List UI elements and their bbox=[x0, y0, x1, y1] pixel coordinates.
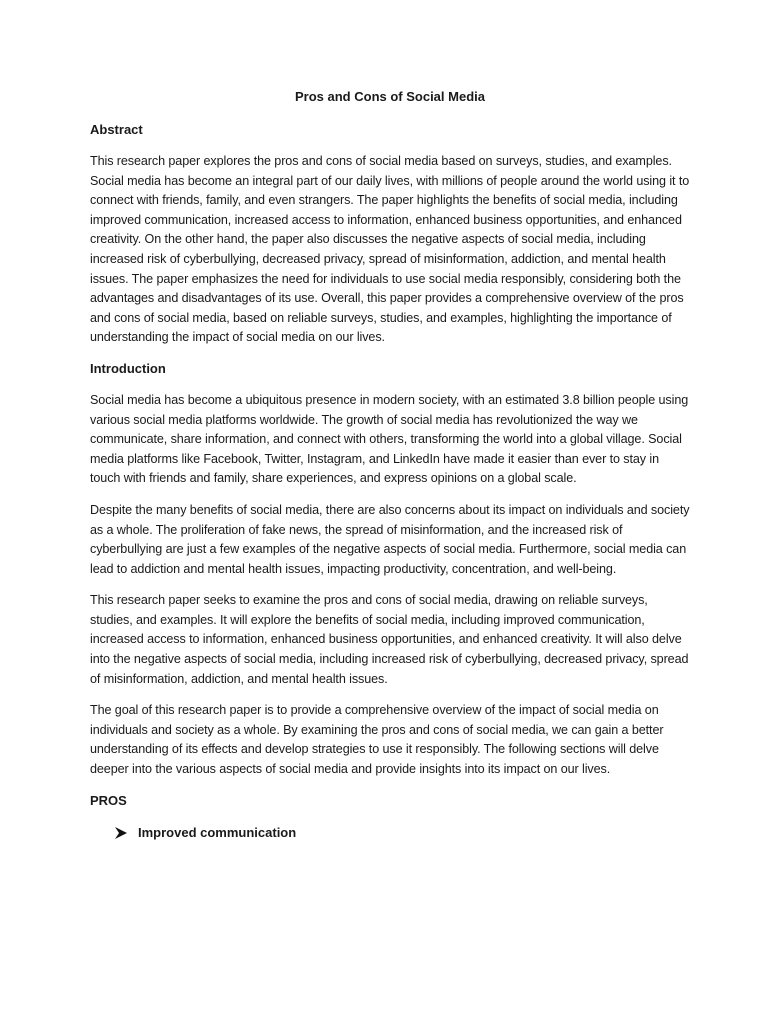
abstract-paragraph: This research paper explores the pros and cons of social media based on surveys, studies, and examples. Social media has become an integral part of our daily lives, with millions of people around the world using it to connect with friends, family, and even strangers. The paper highlights the benefits of social media, including improved communication, increased access to information, enhanced business opportunities, and enhanced creativity. On the other hand, the paper also discusses the negative aspects of social media, including increased risk of cyberbullying, decreased privacy, spread of misinformation, addiction, and mental health issues. The paper emphasizes the need for individuals to use social media responsibly, considering both the advantages and disadvantages of its use. Overall, this paper provides a comprehensive overview of the pros and cons of social media, based on reliable surveys, studies, and examples, highlighting the importance of understanding the impact of social media on our lives. bbox=[90, 154, 690, 345]
document-title: Pros and Cons of Social Media bbox=[295, 89, 485, 104]
section-heading-abstract: Abstract bbox=[90, 122, 143, 137]
pros-bullet-item bbox=[114, 824, 690, 842]
introduction-paragraph-1: Social media has become a ubiquitous presence in modern society, with an estimated 3.8 billion people using various social media platforms worldwide. The growth of social media has revolutionized the way we communicate, share information, and connect with others, transforming the world into a global village. Social media platforms like Facebook, Twitter, Instagram, and LinkedIn have made it easier than ever to stay in touch with friends and family, share experiences, and express opinions on a global scale. bbox=[90, 392, 689, 486]
introduction-paragraph-4: The goal of this research paper is to provide a comprehensive overview of the impact of social media on individuals and society as a whole. By examining the pros and cons of social media, we can gain a better understanding of its effects and develop strategies to use it responsibly. The following sections will delve deeper into the various aspects of social media and provide insights into its impact on our lives. bbox=[90, 703, 664, 777]
arrowhead-bullet-icon bbox=[114, 826, 128, 840]
pros-bullet-label: Improved communication bbox=[138, 824, 297, 840]
document-page bbox=[90, 88, 690, 842]
section-heading-pros: PROS bbox=[90, 792, 127, 808]
section-heading-introduction: Introduction bbox=[90, 360, 166, 376]
introduction-paragraph-2: Despite the many benefits of social media, there are also concerns about its impact on individuals and society as a whole. The proliferation of fake news, the spread of misinformation, and the increased risk of cyberbullying are just a few examples of the negative aspects of social media. Furthermore, social media can lead to addiction and mental health issues, impacting productivity, concentration, and well-being. bbox=[90, 502, 690, 576]
introduction-paragraph-3: This research paper seeks to examine the pros and cons of social media, drawing on reliable surveys, studies, and examples. It will explore the benefits of social media, including improved communication, increased access to information, enhanced business opportunities, and enhanced creativity. It will also delve into the negative aspects of social media, including increased risk of cyberbullying, decreased privacy, spread of misinformation, addiction, and mental health issues. bbox=[90, 593, 689, 686]
